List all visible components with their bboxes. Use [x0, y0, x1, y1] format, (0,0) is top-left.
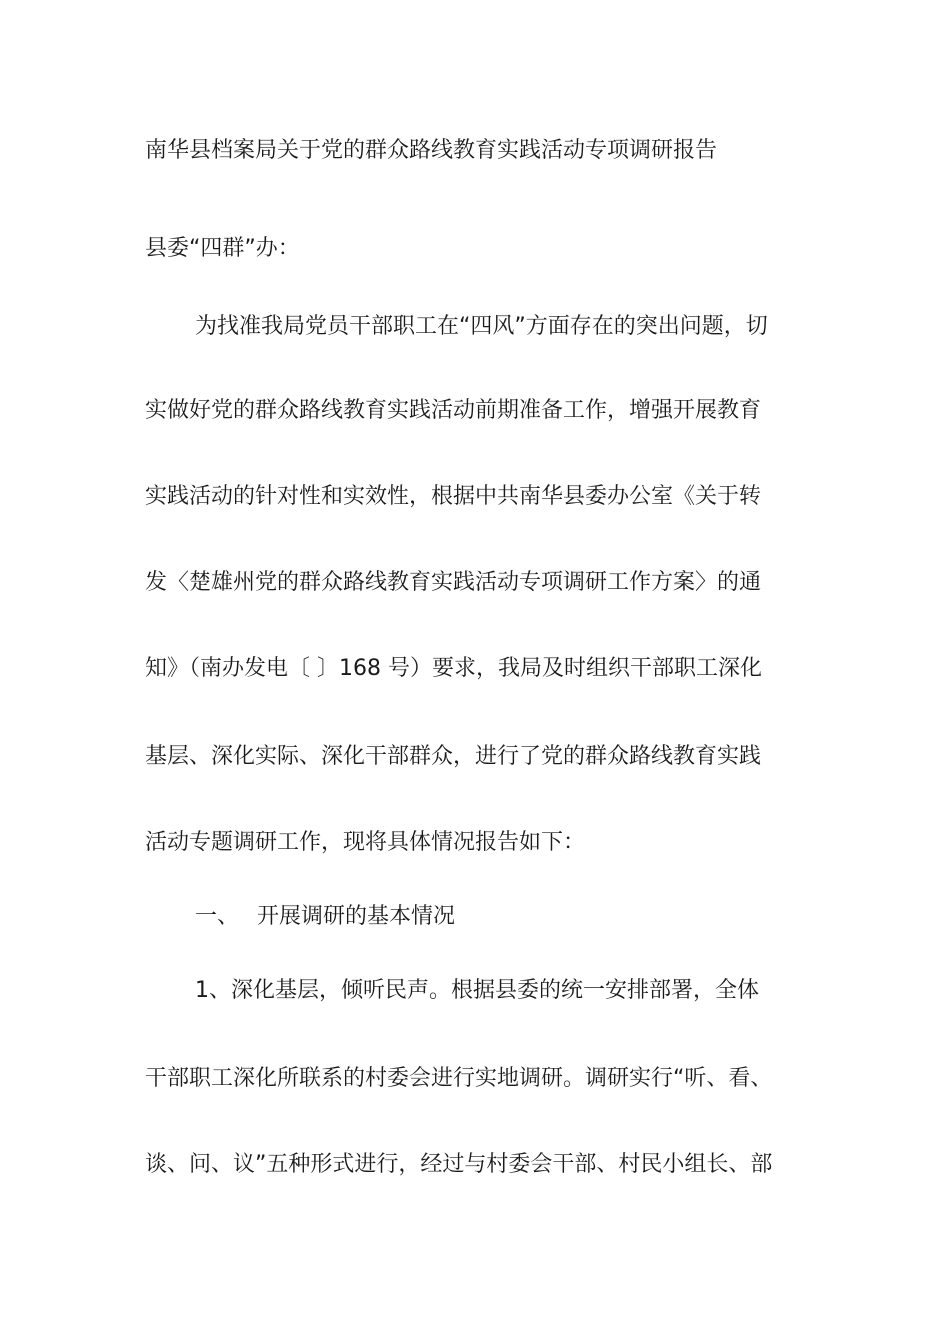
paragraph-line: 实践活动的针对性和实效性，根据中共南华县委办公室《关于转: [145, 484, 762, 509]
document-title: 南华县档案局关于党的群众路线教育实践活动专项调研报告: [145, 138, 718, 163]
paragraph-line: 为找准我局党员干部职工在“四风”方面存在的突出问题，切: [195, 314, 768, 339]
paragraph-line: 知》（南办发电〔 〕168 号）要求，我局及时组织干部职工深化: [145, 656, 762, 681]
section-heading: [195, 902, 455, 932]
paragraph-line: 活动专题调研工作，现将具体情况报告如下：: [145, 830, 586, 855]
paragraph-line: 基层、深化实际、深化干部群众，进行了党的群众路线教育实践: [145, 744, 762, 769]
paragraph-line: 1、深化基层，倾听民声。根据县委的统一安排部署，全体: [195, 978, 759, 1003]
paragraph-line: 干部职工深化所联系的村委会进行实地调研。调研实行“听、看、: [145, 1066, 773, 1091]
section-number: 一、: [195, 904, 240, 929]
salutation: 县委“四群”办：: [145, 236, 300, 261]
section-heading-text: 开展调研的基本情况: [257, 904, 456, 929]
paragraph-line: 发〈楚雄州党的群众路线教育实践活动专项调研工作方案〉的通: [145, 570, 762, 595]
paragraph-line: 谈、问、议”五种形式进行，经过与村委会干部、村民小组长、部: [145, 1152, 773, 1177]
paragraph-line: 实做好党的群众路线教育实践活动前期准备工作，增强开展教育: [145, 398, 762, 423]
